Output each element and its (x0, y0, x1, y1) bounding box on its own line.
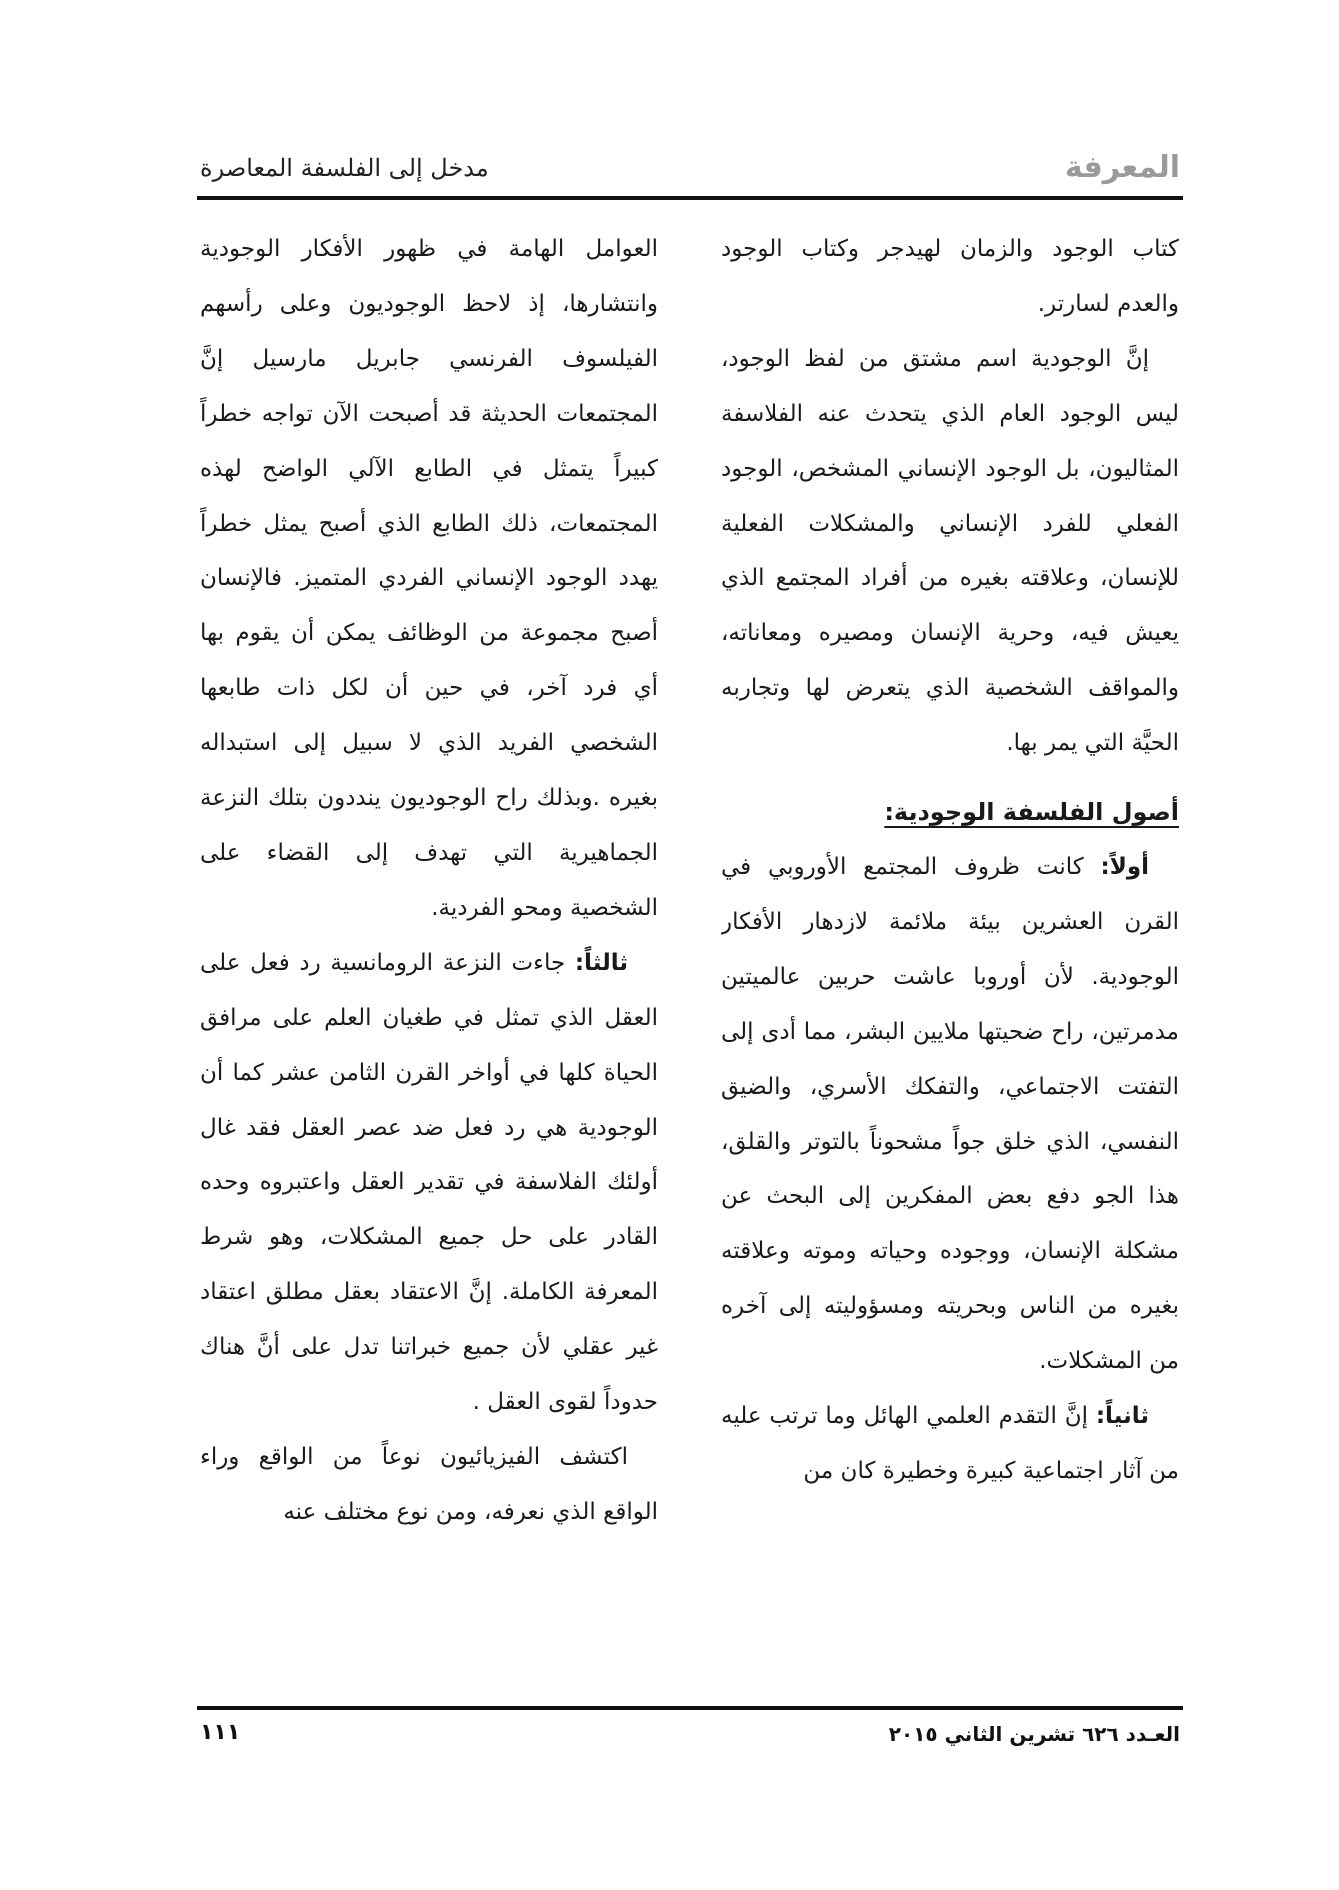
magazine-logo: المعرفة (1064, 150, 1180, 185)
paragraph (721, 1389, 1179, 1499)
paragraph-lead: ثانياً: (1095, 1403, 1149, 1430)
running-title: مدخل إلى الفلسفة المعاصرة (200, 154, 489, 182)
paragraph: كتاب الوجود والزمان لهيدجر وكتاب الوجود والعدم لسارتر. (721, 236, 1179, 317)
issue-info: العـدد ٦٢٦ تشرين الثاني ٢٠١٥ (888, 1722, 1180, 1746)
paragraph (721, 840, 1179, 1389)
paragraph-text: إنَّ التقدم العلمي الهائل وما ترتب عليه من آثار اجتماعية كبيرة وخطيرة كان من (721, 1403, 1179, 1484)
page-footer (200, 1718, 1180, 1758)
right-column (721, 222, 1179, 1690)
paragraph-text: جاءت النزعة الرومانسية رد فعل على العقل الذي تمثل في طغيان العلم على مرافق الحياة كلها في أواخر القرن الثامن عشر كما أن الوجودية هي رد فعل ضد عصر العقل فقد غال أولئك الفلاسفة في تقدير العقل واعتبروه وحده القادر على حل جميع المشكلات، وهو شرط المعرفة الكاملة. إنَّ الاعتقاد بعقل مطلق اعتقاد غير عقلي لأن جميع خبراتنا تدل على أنَّ هناك حدوداً لقوى العقل . (200, 949, 658, 1416)
page-number: ١١١ (200, 1720, 241, 1745)
paragraph (200, 936, 658, 1430)
paragraph-lead: أولاً: (1100, 853, 1150, 880)
section-heading: أصول الفلسفة الوجودية: (884, 798, 1179, 827)
page-header (200, 148, 1180, 194)
footer-rule (197, 1706, 1183, 1710)
paragraph: اكتشف الفيزيائيون نوعاً من الواقع وراء الواقع الذي نعرفه، ومن نوع مختلف عنه (200, 1443, 658, 1525)
paragraph-text: كانت ظروف المجتمع الأوروبي في القرن العشرين بيئة ملائمة لازدهار الأفكار الوجودية. لأن أوروبا عاشت حربين عالميتين مدمرتين، راح ضحيتها ملايين البشر، مما أدى إلى التفتت الاجتماعي، والتفكك الأسري، والضيق النفسي، الذي خلق جواً مشحوناً بالتوتر والقلق، هذا الجو دفع بعض المفكرين إلى البحث عن مشكلة الإنسان، ووجوده وحياته وموته وعلاقته بغيره من الناس وبحريته ومسؤوليته إلى آخره من المشكلات. (721, 853, 1179, 1375)
header-rule (197, 196, 1183, 200)
paragraph-lead: ثالثاً: (574, 949, 628, 976)
paragraph: إنَّ الوجودية اسم مشتق من لفظ الوجود، ليس الوجود العام الذي يتحدث عنه الفلاسفة المثاليون، بل الوجود الإنساني المشخص، الوجود الفعلي للفرد الإنساني والمشكلات الفعلية للإنسان، وعلاقته بغيره من أفراد المجتمع الذي يعيش فيه، وحرية الإنسان ومصيره ومعاناته، والمواقف الشخصية الذي يتعرض لها وتجاربه الحيَّة التي يمر بها. (721, 345, 1179, 757)
paragraph: العوامل الهامة في ظهور الأفكار الوجودية وانتشارها، إذ لاحظ الوجوديون وعلى رأسهم الفيلسوف الفرنسي جابريل مارسيل إنَّ المجتمعات الحديثة قد أصبحت الآن تواجه خطراً كبيراً يتمثل في الطابع الآلي الواضح لهذه المجتمعات، ذلك الطابع الذي أصبح يمثل خطراً يهدد الوجود الإنساني الفردي المتميز. فالإنسان أصبح مجموعة من الوظائف يمكن أن يقوم بها أي فرد آخر، في حين أن لكل ذات طابعها الشخصي الفريد الذي لا سبيل إلى استبداله بغيره .وبذلك راح الوجوديون ينددون بتلك النزعة الجماهيرية التي تهدف إلى القضاء على الشخصية ومحو الفردية. (200, 236, 658, 921)
left-column (200, 222, 658, 1690)
